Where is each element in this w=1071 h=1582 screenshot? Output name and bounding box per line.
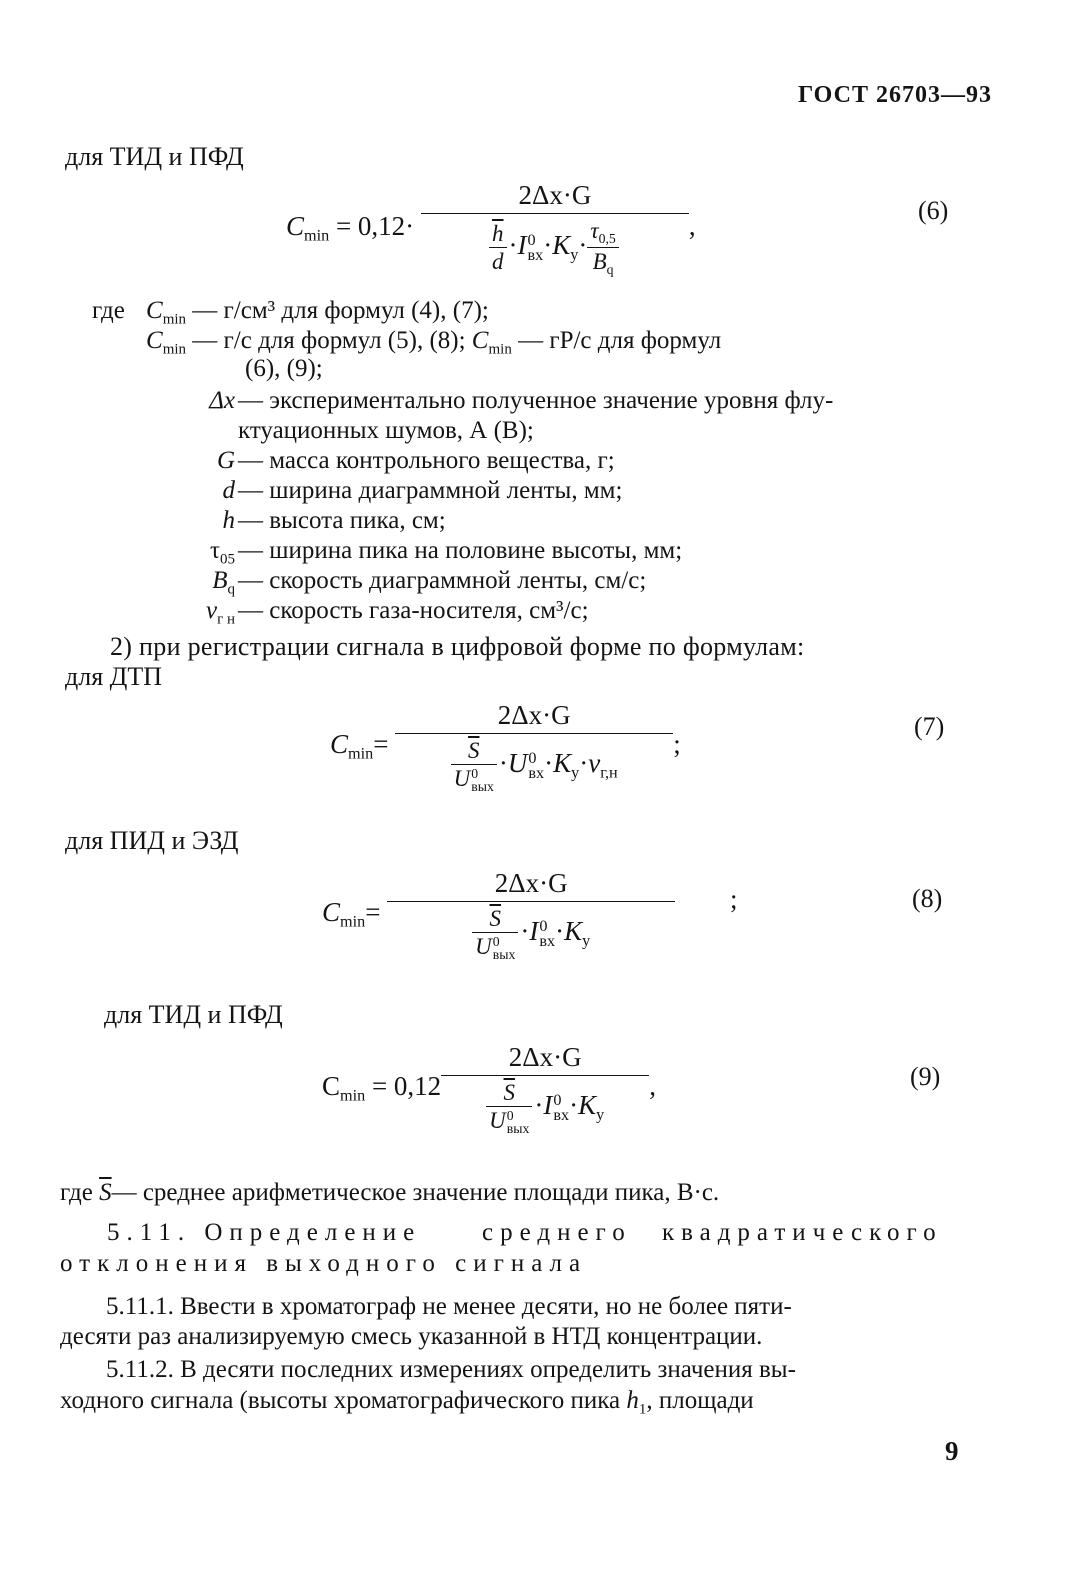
k-letter-9: K — [578, 1089, 597, 1120]
K-sub: у — [570, 245, 579, 264]
p-5-11-1-line2: десяти раз анализируемую смесь указанной в НТД концентрации. — [60, 1323, 763, 1350]
b-sub: q — [606, 261, 614, 277]
u-letter-9: U — [489, 1108, 506, 1133]
i-letter-9: I — [543, 1089, 553, 1120]
i-supsub-8 — [539, 916, 556, 950]
tau-sub: 0,5 — [598, 230, 616, 246]
intro-pid: для ПИД и ЭЗД — [65, 826, 239, 855]
I-supsub — [528, 233, 544, 262]
item-2-text: 2) при регистрации сигнала в цифровой форме по формулам: — [110, 632, 805, 661]
p-5-11-2-line2 — [60, 1386, 754, 1424]
formula-8-eq: = — [365, 896, 381, 927]
u-sup-8: 0 — [492, 934, 500, 950]
s-bar: $\overline{S}$ — [451, 738, 497, 765]
h-over-d — [489, 221, 506, 275]
u-sub-9: вых — [506, 1120, 530, 1136]
v-letter-sub: г н — [217, 611, 235, 628]
cmin-desc-2b: — гP/c для формул — [518, 327, 722, 354]
uin-letter: U — [507, 747, 528, 778]
p-5-11-1-line1: 5.11.1. Ввести в хроматограф не менее десяти, но не более пяти- — [106, 1293, 792, 1320]
formula-8 — [322, 868, 675, 961]
u-out-9 — [486, 1107, 532, 1135]
legend-desc-v: — скорость газа-носителя, см³/с; — [238, 597, 589, 624]
s-bar-8: $\overline{S}$ — [472, 906, 518, 933]
s-over-u-9 — [486, 1080, 532, 1135]
formula-7-min: min — [348, 744, 374, 763]
formula-6-denominator: $\frac{\overline{h}}{d}$ ·I 0 вх $\cdot K_у\cdot$ $\frac{\tau_{0,5}}{B_q}$ — [421, 214, 689, 278]
I-sup: 0 — [527, 231, 536, 250]
formula-9-min: min — [340, 1086, 366, 1105]
v-sub-f7: г,н — [600, 763, 618, 782]
section-5-11-line1c: квадратического — [662, 1219, 943, 1246]
legend-term-h: h — [222, 507, 235, 534]
formula-9-c: C — [322, 1070, 341, 1101]
tau-symbol: τ — [590, 218, 599, 243]
bq-letter: B — [212, 567, 228, 594]
formula-9-denominator: $\overline{S}$ U 0 вых ·I 0 вх $\cdot K_у$ — [441, 1076, 649, 1135]
tau-over-b — [587, 218, 618, 278]
formula-9 — [322, 1042, 656, 1135]
formula-9-eq: = 0,12 — [371, 1070, 442, 1101]
legend-desc-d: — ширина диаграммной ленты, мм; — [238, 477, 623, 504]
u-supsub-9 — [507, 1110, 530, 1135]
uin-sup: 0 — [528, 748, 537, 767]
legend-desc-h: — высота пика, см; — [238, 507, 446, 534]
p-5-11-2-line1: 5.11.2. В десяти последних измерениях определить значения вы- — [106, 1356, 796, 1383]
formula-7-eq: = — [373, 728, 389, 759]
formula-8-fraction — [387, 868, 675, 961]
legend-list — [0, 386, 1071, 626]
legend-desc-g: — масса контрольного вещества, г; — [238, 447, 615, 474]
where-s-word: где — [60, 1179, 93, 1206]
formula-9-tail: , — [649, 1070, 656, 1101]
formula-6-tail: , — [688, 211, 696, 242]
legend-cmin-2 — [146, 326, 721, 364]
i-letter-8: I — [529, 915, 539, 946]
v-letter: v — [205, 597, 218, 624]
formula-8-number: (8) — [912, 884, 943, 913]
tau-num — [587, 218, 618, 248]
formula-6 — [286, 180, 696, 278]
formula-6-lhs: C — [286, 211, 305, 242]
legend-desc-tau: — ширина пика на половине высоты, мм; — [238, 537, 683, 564]
uin-supsub — [528, 748, 545, 782]
formula-9-fraction — [441, 1042, 649, 1135]
u-sup-9: 0 — [506, 1108, 514, 1124]
k-sub-9: у — [596, 1105, 605, 1124]
k-sub: у — [571, 763, 580, 782]
legend-term-dx: Δx — [209, 387, 235, 414]
i-sup-8: 0 — [539, 916, 548, 935]
s-bar-9: $\overline{S}$ — [486, 1080, 532, 1107]
formula-8-c: C — [322, 896, 341, 927]
legend-desc-dx-1: — экспериментально полученное значение уровня флу- — [238, 387, 834, 414]
u-sub: вых — [471, 778, 494, 794]
formula-7-numerator: 2Δx·G — [395, 700, 673, 734]
intro-tid-pfd: для ТИД и ПФД — [65, 142, 244, 171]
formula-7-c: C — [330, 728, 349, 759]
formula-8-min: min — [340, 912, 366, 931]
i-sup-9: 0 — [553, 1090, 562, 1109]
section-5-11-line1a: 5.11. Определение — [107, 1219, 422, 1246]
legend-where: где — [92, 297, 125, 324]
formula-6-numerator: 2Δx·G — [421, 180, 689, 214]
u-letter-8: U — [475, 934, 492, 959]
intro-dtp: для ДТП — [65, 662, 163, 691]
formula-9-numerator: 2Δx·G — [441, 1042, 649, 1076]
b-symbol: B — [592, 248, 607, 274]
b-den — [587, 248, 618, 278]
formula-8-tail: ; — [730, 884, 738, 914]
intro-tid-pfd-2: для ТИД и ПФД — [104, 1000, 283, 1029]
where-s-line — [60, 1178, 719, 1208]
formula-8-denominator: $\overline{S}$ U 0 вых ·I 0 вх $\cdot K_у$ — [387, 902, 675, 961]
cmin-sub-3: min — [488, 341, 512, 358]
p-5-11-2-line2c: , площади — [646, 1387, 754, 1414]
h1-symbol: h — [626, 1387, 639, 1414]
legend-item-dx — [0, 386, 1071, 446]
legend-desc-dx-2: ктуационных шумов, А (В); — [238, 417, 534, 444]
u-sup: 0 — [471, 766, 479, 782]
u-supsub-8 — [493, 936, 516, 961]
u-sub-8: вых — [492, 946, 516, 962]
u-letter: U — [453, 766, 471, 791]
formula-7 — [330, 700, 681, 793]
legend-term-g: G — [216, 447, 235, 474]
k-letter-8: K — [564, 915, 583, 946]
cmin-c: C — [146, 297, 163, 324]
s-over-u-8 — [472, 906, 518, 961]
legend-cmin-3: (6), (9); — [245, 355, 323, 382]
section-5-11-line1b: среднего — [482, 1219, 632, 1246]
u-supsub — [471, 768, 494, 793]
p-5-11-2-line2a: ходного сигнала (высоты хроматографического пика — [60, 1387, 621, 1414]
cmin-desc-1: — г/см³ для формул (4), (7); — [192, 297, 489, 324]
legend-desc-bq: — скорость диаграммной ленты, см/с; — [238, 567, 647, 594]
formula-6-eq: = 0,12· — [335, 211, 415, 242]
formula-9-number: (9) — [910, 1062, 941, 1091]
k-sub-8: у — [582, 931, 591, 950]
k-letter: K — [553, 747, 572, 778]
formula-6-number: (6) — [918, 196, 949, 225]
tau-letter-sub: 05 — [220, 551, 235, 568]
formula-7-denominator: $\overline{S}$ U 0 вых ·U 0 вх $\cdot K_у\cdot v_{г,н}$ — [395, 734, 673, 793]
document-number: ГОСТ 26703—93 — [798, 82, 992, 108]
uin-sub: вх — [528, 763, 545, 782]
d-symbol: d — [492, 248, 504, 274]
i-sub-8: вх — [539, 931, 556, 950]
cmin-sub-2: min — [162, 341, 187, 358]
formula-7-fraction — [395, 700, 673, 793]
I-symbol: I — [517, 230, 527, 261]
h1-sub: 1 — [638, 1401, 647, 1418]
i-supsub-9 — [553, 1090, 570, 1124]
cmin-desc-2a: — г/с для формул (5), (8); — [192, 327, 466, 354]
I-sub: вх — [527, 245, 544, 264]
cmin-c-3: C — [471, 327, 489, 354]
legend-term-v — [0, 596, 235, 634]
K-symbol: K — [552, 230, 571, 261]
bq-letter-sub: q — [227, 581, 235, 598]
page-number: 9 — [945, 1436, 959, 1466]
s-over-u — [451, 738, 497, 793]
formula-6-fraction — [421, 180, 689, 278]
h-symbol: $\overline{h}$ — [489, 221, 506, 248]
u-out — [451, 765, 497, 793]
formula-7-number: (7) — [914, 712, 945, 741]
u-out-8 — [472, 933, 518, 961]
formula-6-lhs-sub: min — [304, 226, 330, 245]
cmin-sub: min — [162, 311, 187, 328]
section-5-11-line2: отклонения выходного сигнала — [60, 1250, 588, 1277]
cmin-c-2: C — [146, 327, 163, 354]
tau-letter: τ — [209, 537, 220, 564]
i-sub-9: вх — [553, 1105, 570, 1124]
formula-7-tail: ; — [673, 728, 681, 759]
legend-term-d: d — [222, 477, 235, 504]
where-s-desc: — среднее арифметическое значение площади пика, В·с. — [111, 1179, 720, 1206]
v-letter-f7: v — [588, 747, 601, 778]
where-s-symbol: $\overline{S}$ — [99, 1179, 112, 1206]
formula-8-numerator: 2Δx·G — [387, 868, 675, 902]
